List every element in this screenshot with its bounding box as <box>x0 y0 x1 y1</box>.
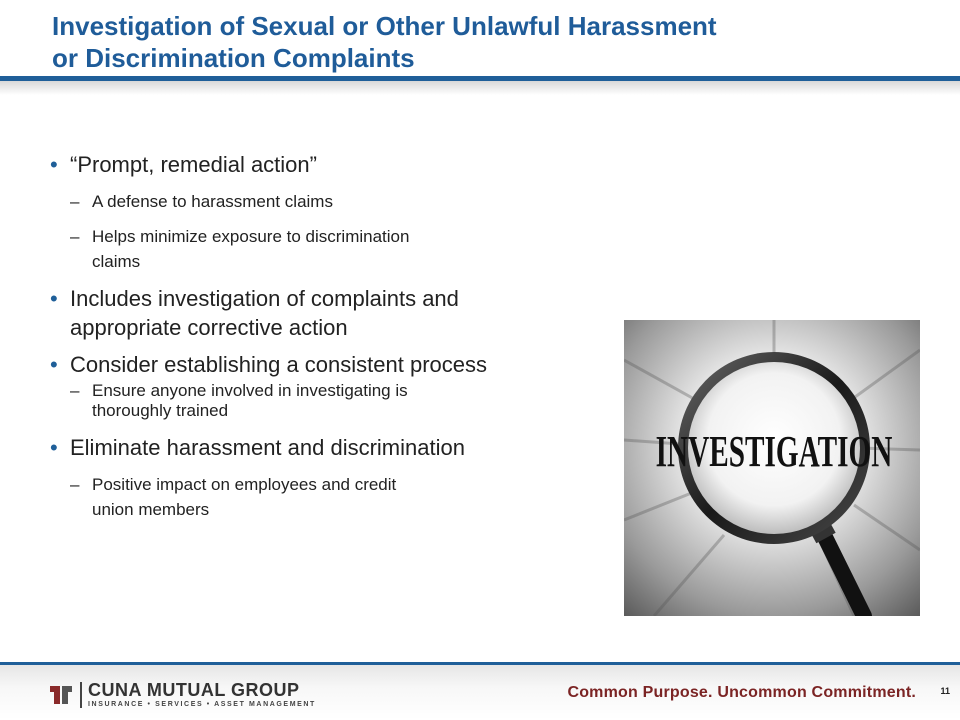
bullet-item <box>48 284 608 313</box>
bullet-item <box>48 350 608 379</box>
bullet-marker: • <box>50 152 58 177</box>
title-line-2: or Discrimination Complaints <box>52 43 415 73</box>
bullet-marker: • <box>50 286 58 311</box>
bullet-item <box>48 150 608 179</box>
magnifying-glass-icon <box>624 320 920 616</box>
sub-bullet-item <box>48 472 608 497</box>
page-number: 11 <box>940 686 950 696</box>
sub-bullet-marker: – <box>70 227 80 246</box>
bullet-text: “Prompt, remedial action” <box>70 152 317 177</box>
sub-bullet-item <box>48 381 608 401</box>
bullet-text: Eliminate harassment and discrimination <box>70 435 465 460</box>
bullet-continuation <box>48 313 608 342</box>
bullet-text: appropriate corrective action <box>70 315 348 340</box>
sub-bullet-marker: – <box>70 192 80 211</box>
sub-bullet-text: claims <box>92 252 141 271</box>
bullet-marker: • <box>50 435 58 460</box>
bullet-marker: • <box>50 352 58 377</box>
title-divider-shadow <box>0 81 960 95</box>
logo-separator <box>80 682 82 708</box>
sub-bullet-marker: – <box>70 475 80 494</box>
investigation-magnifier-image <box>624 320 920 616</box>
sub-bullet-text: Ensure anyone involved in investigating is <box>92 381 408 400</box>
logo-tagline: INSURANCE • SERVICES • ASSET MANAGEMENT <box>88 701 316 708</box>
title-line-1: Investigation of Sexual or Other Unlawful Harassment <box>52 11 717 41</box>
bullet-text: Includes investigation of complaints and <box>70 286 459 311</box>
sub-bullet-item <box>48 189 608 214</box>
sub-bullet-continuation <box>48 401 608 421</box>
sub-bullet-text: thoroughly trained <box>92 401 229 420</box>
sub-bullet-text: Helps minimize exposure to discrimination <box>92 227 410 246</box>
logo-name: CUNA MUTUAL GROUP <box>88 680 300 700</box>
sub-bullet-text: A defense to harassment claims <box>92 192 333 211</box>
sub-bullet-continuation <box>48 249 608 274</box>
sub-bullet-marker: – <box>70 381 80 400</box>
bullet-item <box>48 433 608 462</box>
bullet-list <box>48 150 608 522</box>
sub-bullet-text: union members <box>92 500 210 519</box>
footer-slogan: Common Purpose. Uncommon Commitment. <box>567 684 916 701</box>
company-logo <box>48 680 316 710</box>
slide-title <box>52 10 932 74</box>
sub-bullet-text: Positive impact on employees and credit <box>92 475 397 494</box>
magnified-word: INVESTIGATION <box>655 428 893 477</box>
bullet-text: Consider establishing a consistent process <box>70 352 488 377</box>
sub-bullet-continuation <box>48 497 608 522</box>
logo-emblem-icon <box>48 682 74 708</box>
sub-bullet-item <box>48 224 608 249</box>
